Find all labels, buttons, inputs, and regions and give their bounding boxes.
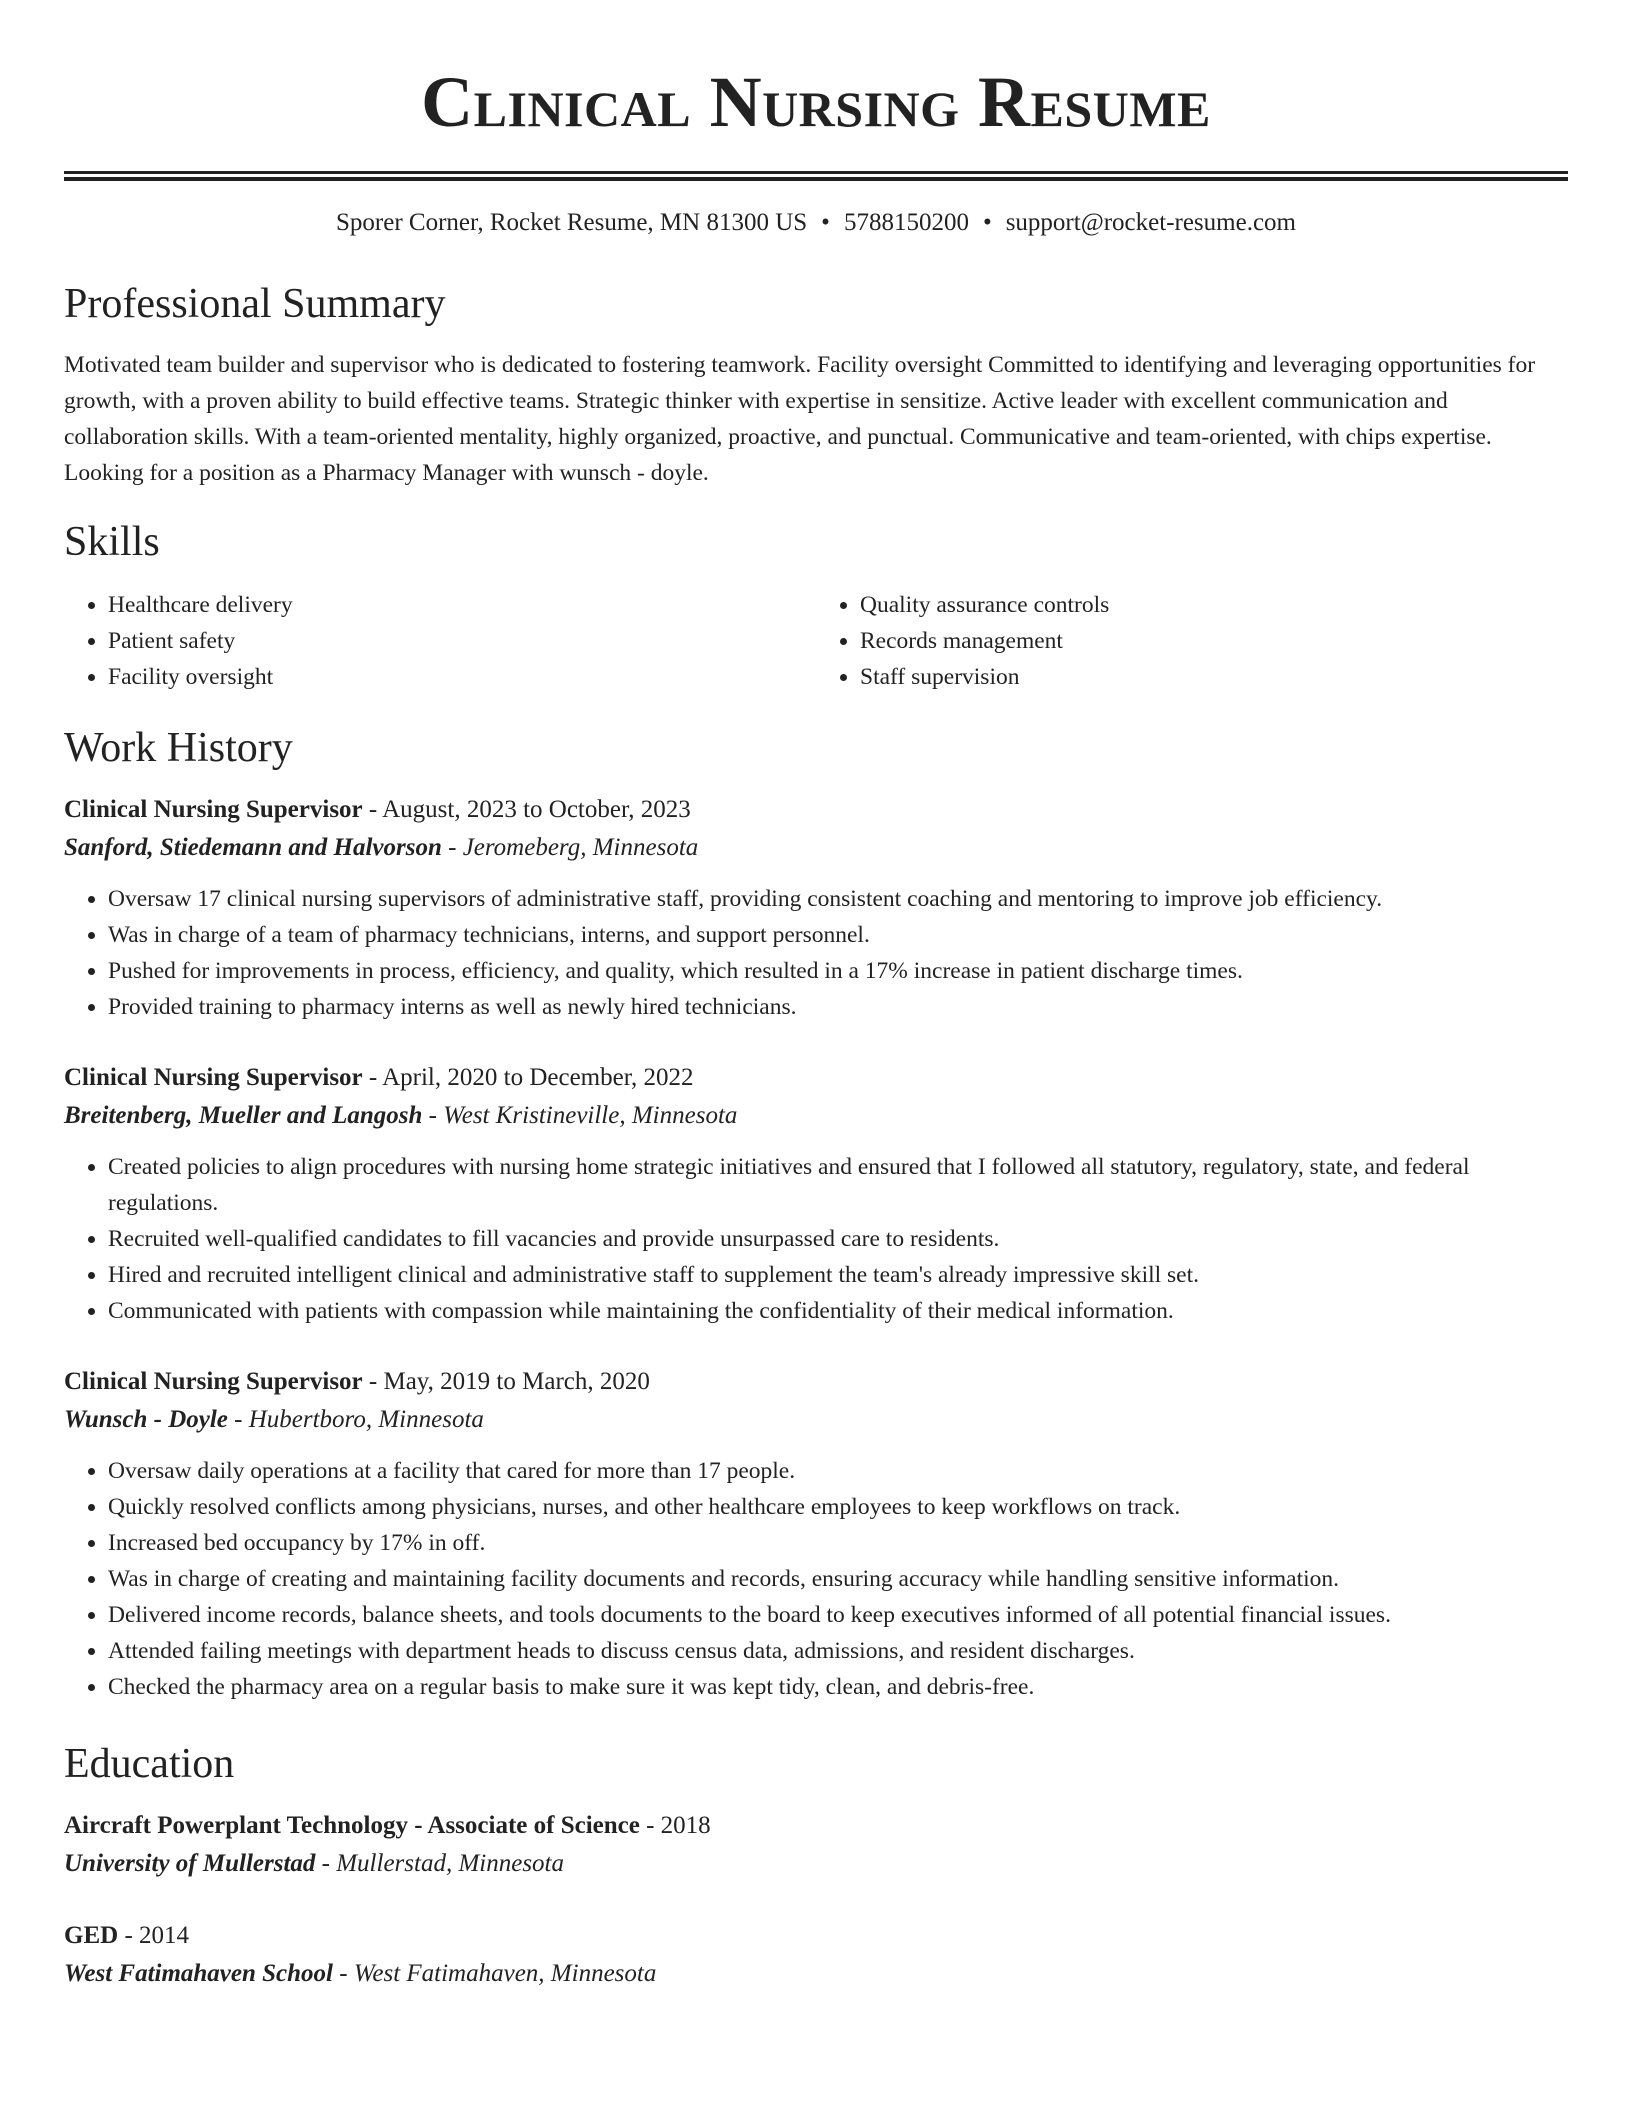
- job-bullet: • Pushed for improvements in process, efficiency, and quality, which resulted in a 17% increase in patient discharge times.: [108, 953, 1568, 989]
- job-entry: [64, 1363, 1568, 1705]
- company-location: West Kristineville, Minnesota: [443, 1102, 738, 1129]
- job-bullet: • Hired and recruited intelligent clinical and administrative staff to supplement the team's already impressive skill set.: [108, 1257, 1568, 1293]
- job-title: Clinical Nursing Supervisor: [64, 1368, 363, 1395]
- school-name: University of Mullerstad: [64, 1850, 316, 1877]
- resume-title: Clinical Nursing Resume: [421, 62, 1211, 142]
- contact-line: [64, 207, 1568, 239]
- job-bullet: • Provided training to pharmacy interns as well as newly hired technicians.: [108, 989, 1568, 1025]
- job-bullet: • Oversaw daily operations at a facility that cared for more than 17 people.: [108, 1453, 1568, 1489]
- job-title-line: Clinical Nursing Supervisor - April, 2020 to December, 2022: [64, 1064, 694, 1091]
- company-name: Breitenberg, Mueller and Langosh: [64, 1102, 423, 1129]
- job-title-line: Clinical Nursing Supervisor - August, 2023 to October, 2023: [64, 796, 691, 823]
- contact-address: Sporer Corner, Rocket Resume, MN 81300 US: [336, 209, 808, 236]
- job-entry: [64, 791, 1568, 1025]
- job-dates: August, 2023 to October, 2023: [382, 796, 691, 823]
- work-history-heading: Work History: [64, 725, 293, 771]
- degree-line: Aircraft Powerplant Technology - Associate of Science - 2018: [64, 1812, 711, 1839]
- contact-separator: •: [821, 209, 830, 236]
- job-entry: [64, 1059, 1568, 1329]
- company-line: Breitenberg, Mueller and Langosh - West Kristineville, Minnesota: [64, 1102, 738, 1129]
- education-heading: Education: [64, 1741, 235, 1787]
- contact-phone: 5788150200: [843, 209, 969, 236]
- job-title-line: Clinical Nursing Supervisor - May, 2019 to March, 2020: [64, 1368, 650, 1395]
- job-title: Clinical Nursing Supervisor: [64, 796, 363, 823]
- company-line: Sanford, Stiedemann and Halvorson - Jeromeberg, Minnesota: [64, 834, 699, 861]
- skill-item: • Staff supervision: [860, 659, 1568, 695]
- job-title: Clinical Nursing Supervisor: [64, 1064, 363, 1091]
- school-line: University of Mullerstad - Mullerstad, Minnesota: [64, 1850, 564, 1877]
- company-location: Jeromeberg, Minnesota: [462, 834, 699, 861]
- job-bullet: • Recruited well-qualified candidates to fill vacancies and provide unsurpassed care to residents.: [108, 1221, 1568, 1257]
- job-bullet: • Created policies to align procedures with nursing home strategic initiatives and ensured that I followed all statutory, regulatory, state, and federal regulations.: [108, 1149, 1568, 1221]
- job-bullet: • Quickly resolved conflicts among physicians, nurses, and other healthcare employees to keep workflows on track.: [108, 1489, 1568, 1525]
- degree-name: GED: [64, 1922, 119, 1949]
- company-line: Wunsch - Doyle - Hubertboro, Minnesota: [64, 1406, 484, 1433]
- job-bullet: • Communicated with patients with compassion while maintaining the confidentiality of their medical information.: [108, 1293, 1568, 1329]
- skills-section: [64, 517, 1568, 695]
- professional-summary-section: [64, 279, 1568, 491]
- work-history-section: [64, 723, 1568, 1705]
- summary-text: Motivated team builder and supervisor who is dedicated to fostering teamwork. Facility oversight Committed to identifying and leveraging opportunities for growth, with a proven ability to build effective teams. Strategic thinker with expertise in sensitize. Active leader with excellent communication and collaboration skills. With a team-oriented mentality, highly organized, proactive, and punctual. Communicative and team-oriented, with chips expertise. Looking for a position as a Pharmacy Manager with wunsch - doyle.: [64, 352, 1536, 486]
- education-section: [64, 1739, 1568, 1993]
- education-entry: [64, 1917, 1568, 1993]
- job-bullet: • Was in charge of creating and maintaining facility documents and records, ensuring accuracy while handling sensitive information.: [108, 1561, 1568, 1597]
- title-divider: [64, 171, 1568, 181]
- skills-right-list: [816, 587, 1568, 695]
- company-location: Hubertboro, Minnesota: [248, 1406, 484, 1433]
- job-bullet: • Oversaw 17 clinical nursing supervisors of administrative staff, providing consistent coaching and mentoring to improve job efficiency.: [108, 881, 1568, 917]
- job-bullet: • Was in charge of a team of pharmacy technicians, interns, and support personnel.: [108, 917, 1568, 953]
- job-bullets: [64, 881, 1568, 1025]
- job-dates: April, 2020 to December, 2022: [382, 1064, 694, 1091]
- job-dates: May, 2019 to March, 2020: [383, 1368, 650, 1395]
- degree-name: Aircraft Powerplant Technology - Associate of Science: [64, 1812, 640, 1839]
- skill-item: • Patient safety: [108, 623, 816, 659]
- contact-separator: •: [982, 209, 992, 236]
- skill-item: • Facility oversight: [108, 659, 816, 695]
- degree-line: GED - 2014: [64, 1922, 190, 1949]
- company-name: Wunsch - Doyle: [64, 1406, 228, 1433]
- degree-year: 2018: [660, 1812, 711, 1839]
- skill-item: • Healthcare delivery: [108, 587, 816, 623]
- school-location: West Fatimahaven, Minnesota: [353, 1960, 657, 1987]
- skills-heading: Skills: [64, 519, 160, 565]
- education-entry: [64, 1807, 1568, 1883]
- contact-email: support@rocket-resume.com: [1005, 209, 1296, 236]
- skill-item: • Quality assurance controls: [860, 587, 1568, 623]
- school-name: West Fatimahaven School: [64, 1960, 334, 1987]
- school-location: Mullerstad, Minnesota: [336, 1850, 564, 1877]
- job-bullet: • Attended failing meetings with department heads to discuss census data, admissions, and resident discharges.: [108, 1633, 1568, 1669]
- company-name: Sanford, Stiedemann and Halvorson: [64, 834, 442, 861]
- job-bullet: • Checked the pharmacy area on a regular basis to make sure it was kept tidy, clean, and debris-free.: [108, 1669, 1568, 1705]
- job-bullets: [64, 1149, 1568, 1329]
- school-line: West Fatimahaven School - West Fatimahaven, Minnesota: [64, 1960, 657, 1987]
- job-bullets: [64, 1453, 1568, 1705]
- skills-left-list: [64, 587, 816, 695]
- job-bullet: • Delivered income records, balance sheets, and tools documents to the board to keep executives informed of all potential financial issues.: [108, 1597, 1568, 1633]
- skill-item: • Records management: [860, 623, 1568, 659]
- summary-heading: Professional Summary: [64, 281, 446, 327]
- job-bullet: • Increased bed occupancy by 17% in off.: [108, 1525, 1568, 1561]
- degree-year: 2014: [139, 1922, 190, 1949]
- skills-columns: [64, 587, 1568, 695]
